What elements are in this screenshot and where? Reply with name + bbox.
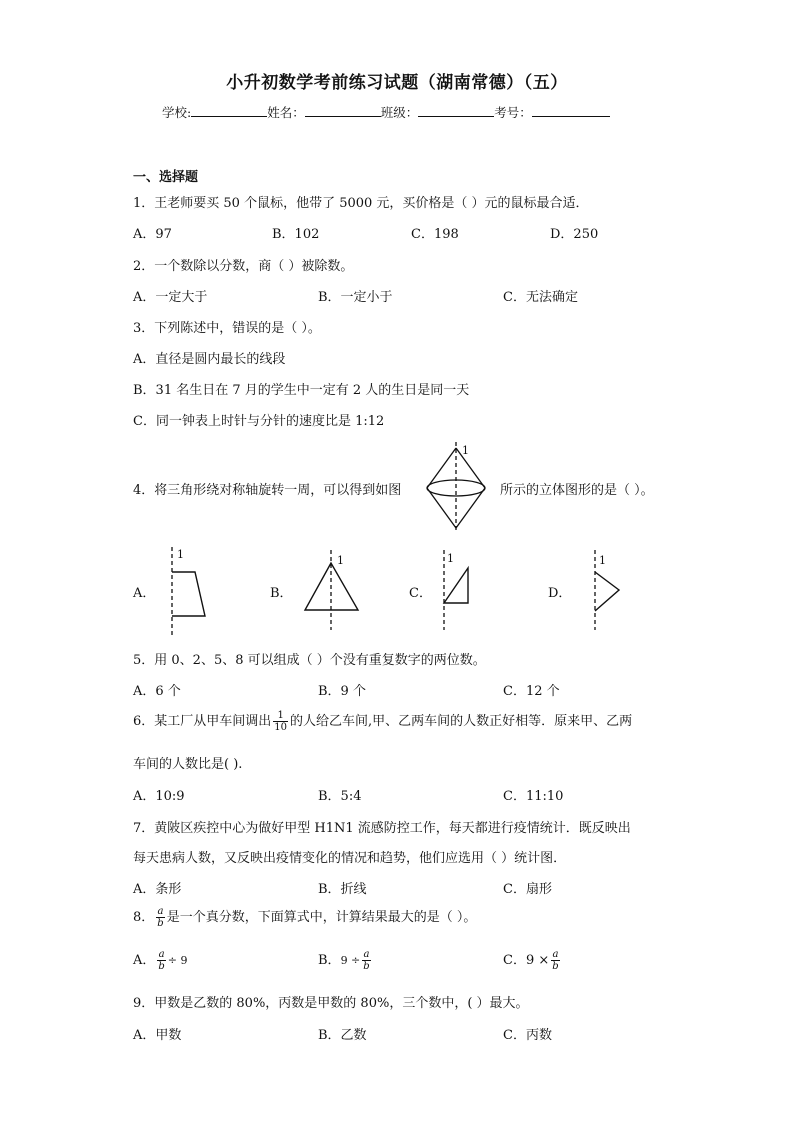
question-4-text-before: 4．将三角形绕对称轴旋转一周，可以得到如图 [133,483,402,498]
double-cone-figure [420,440,500,532]
question-5: 5．用 0、2、5、8 可以组成（ ）个没有重复数字的两位数。 [133,653,486,668]
student-info-line [162,103,610,121]
section-heading: 一、选择题 [133,170,199,185]
q7-option-c[interactable]: C．扇形 [503,882,552,897]
q4-shape-b-isosceles-triangle [300,548,370,632]
question-9: 9．甲数是乙数的 80%，丙数是甲数的 80%，三个数中，( ）最大。 [133,996,529,1011]
q4-shape-a-trapezoid [160,545,220,637]
q8-option-b[interactable]: B．9 ÷ $\frac{a}{b}$ [318,949,370,972]
class-blank[interactable] [418,104,494,117]
q7-option-b[interactable]: B．折线 [318,882,367,897]
school-blank[interactable] [191,104,267,117]
fraction-a-over-b: $\frac{a}{b}$ [157,906,164,929]
school-label: 学校: [162,105,192,120]
q3-option-c[interactable]: C．同一钟表上时针与分针的速度比是 1:12 [133,414,385,429]
q7-option-a[interactable]: A．条形 [133,882,182,897]
q1-option-b[interactable]: B．102 [272,227,320,242]
q1-option-c[interactable]: C．198 [411,227,459,242]
page-title: 小升初数学考前练习试题（湖南常德）（五） [226,73,568,93]
question-6-line2: 车间的人数比是( ). [133,757,243,772]
question-1: 1．王老师要买 50 个鼠标，他带了 5000 元，买价格是（ ）元的鼠标最合适． [133,196,589,211]
q2-option-c[interactable]: C．无法确定 [503,290,578,305]
question-8: 8． $\frac{a}{b}$ 是一个真分数，下面算式中，计算结果最大的是（ ）。 [133,906,477,929]
question-3: 3．下列陈述中，错误的是（ ）。 [133,321,321,336]
svg-text:1: 1 [599,554,606,567]
q2-option-a[interactable]: A．一定大于 [133,290,208,305]
class-label: 班级： [380,105,419,120]
q9-option-b[interactable]: B．乙数 [318,1028,367,1043]
q9-option-c[interactable]: C．丙数 [503,1028,552,1043]
question-6-line1: 6．某工厂从甲车间调出 $\frac{1}{10}$ 的人给乙车间,甲、乙两车间的人数正好相等．原来甲、乙两 [133,710,633,733]
q1-option-d[interactable]: D．250 [550,227,599,242]
q6-option-a[interactable]: A．10:9 [133,789,185,804]
q6-option-c[interactable]: C．11:10 [503,789,564,804]
q4-option-d[interactable]: D． [548,586,572,601]
question-7-line1: 7．黄陂区疾控中心为做好甲型 H1N1 流感防控工作，每天都进行疫情统计．既反映出 [133,821,631,836]
svg-text:1: 1 [177,548,184,561]
svg-text:1: 1 [447,552,454,565]
q4-option-c[interactable]: C． [409,586,432,601]
q4-shape-d-side-triangle [585,548,635,632]
q6-option-b[interactable]: B．5:4 [318,789,362,804]
question-2: 2．一个数除以分数，商（ ）被除数。 [133,259,354,274]
double-cone-axis-label: 1 [462,444,469,457]
q5-option-a[interactable]: A．6 个 [133,684,181,699]
q8-option-c[interactable]: C．9 × $\frac{a}{b}$ [503,949,559,972]
question-4-text-after: 所示的立体图形的是（ ）。 [500,483,654,498]
q8-option-a[interactable]: A． $\frac{a}{b}$ ÷ 9 [133,949,188,972]
name-blank[interactable] [305,104,381,117]
name-label: 姓名： [267,105,305,120]
q5-option-b[interactable]: B．9 个 [318,684,366,699]
q9-option-a[interactable]: A．甲数 [133,1028,182,1043]
q4-shape-c-right-triangle [436,548,486,632]
q4-option-a[interactable]: A． [133,586,156,601]
number-blank[interactable] [532,104,610,117]
number-label: 考号： [494,105,532,120]
q2-option-b[interactable]: B．一定小于 [318,290,393,305]
q3-option-b[interactable]: B．31 名生日在 7 月的学生中一定有 2 人的生日是同一天 [133,383,470,398]
q4-option-b[interactable]: B． [270,586,293,601]
question-7-line2: 每天患病人数，又反映出疫情变化的情况和趋势，他们应选用（ ）统计图． [133,851,567,866]
q3-option-a[interactable]: A．直径是圆内最长的线段 [133,352,286,367]
svg-text:1: 1 [337,554,344,567]
fraction-one-tenth: $\frac{1}{10}$ [274,710,288,733]
q1-option-a[interactable]: A．97 [133,227,172,242]
q5-option-c[interactable]: C．12 个 [503,684,560,699]
